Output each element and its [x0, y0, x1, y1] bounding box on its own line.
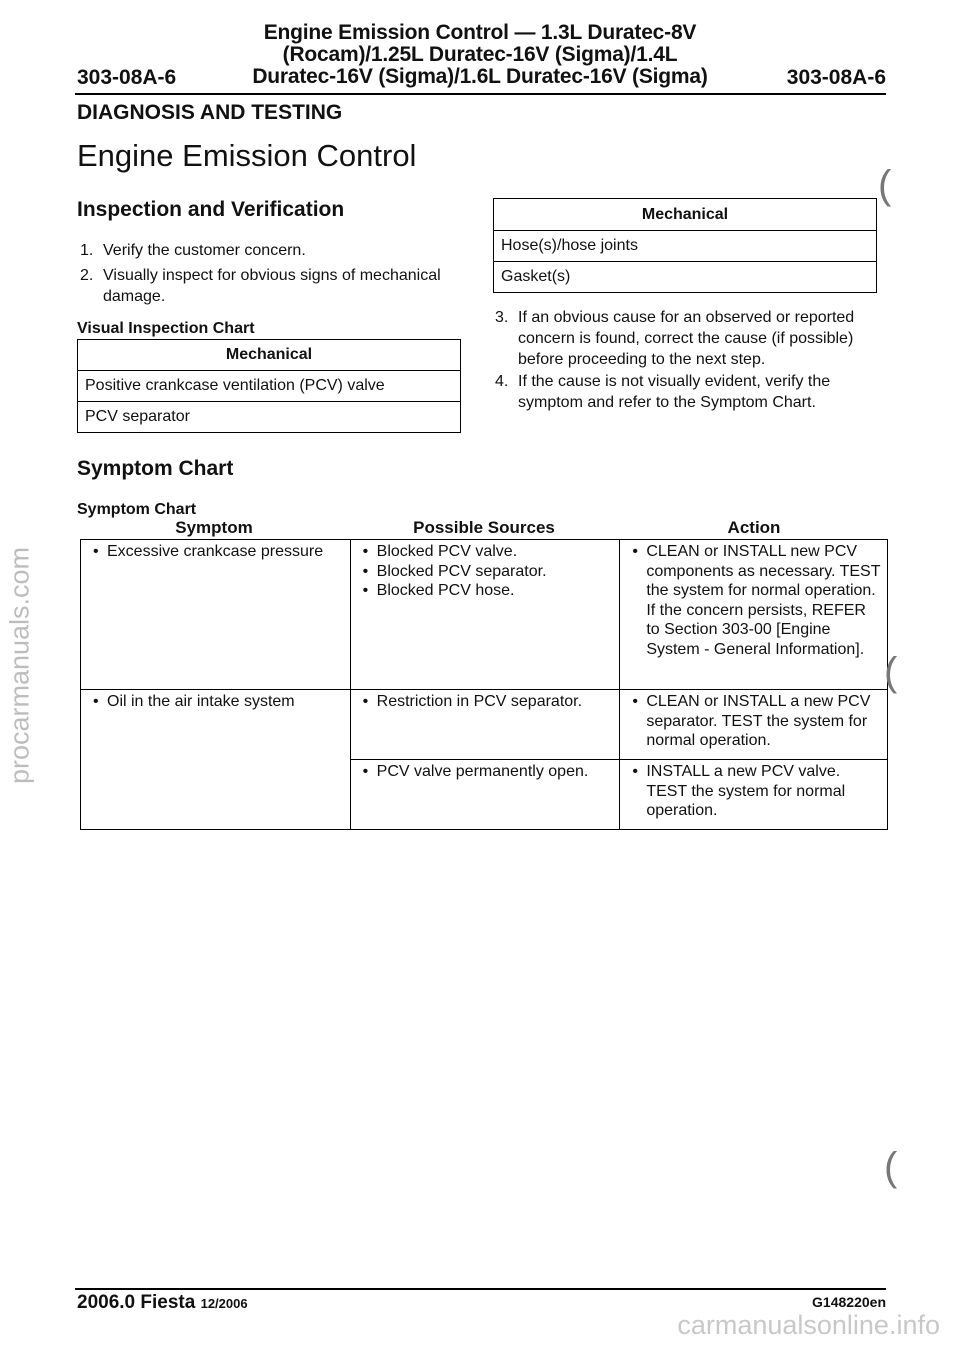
margin-bracket-mark: (: [878, 163, 892, 207]
action-text: • CLEAN or INSTALL new PCV components as necessary. TEST the system for normal operation. If the concern persists, REFER to Section 303-00 [Engine System - General Information].: [626, 542, 883, 659]
footer-model-name: 2006.0 Fiesta: [77, 1292, 196, 1313]
page-code-right: 303-08A-6: [786, 66, 886, 89]
action-cell: [620, 690, 888, 760]
header-rule: [75, 93, 886, 95]
visual-inspection-table-right: [493, 198, 877, 293]
step-3-number: 3.: [495, 309, 509, 326]
side-watermark: procarmanuals.com: [4, 546, 35, 785]
sources-cell: [350, 540, 620, 690]
header-title-line1: Engine Emission Control — 1.3L Duratec-8V: [263, 21, 697, 44]
table-row: [81, 540, 888, 690]
column-header-symptom: Symptom: [175, 518, 253, 537]
page-code-left: 303-08A-6: [77, 66, 177, 89]
step-2: [80, 265, 480, 307]
visual-table-right-row: Hose(s)/hose joints: [494, 231, 877, 262]
source-item: • Blocked PCV hose.: [357, 581, 616, 601]
sources-cell: [350, 760, 620, 830]
visual-table-left-header: Mechanical: [78, 340, 461, 371]
step-2-line1: Visually inspect for obvious signs of mechanical: [103, 267, 441, 284]
symptom-table: [80, 539, 888, 830]
margin-bracket-mark: (: [884, 650, 898, 694]
footer-code: G148220en: [812, 1294, 886, 1310]
step-3-line3: before proceeding to the next step.: [518, 351, 766, 368]
inspection-heading: Inspection and Verification: [77, 198, 345, 221]
document-header-title: [200, 22, 760, 88]
visual-inspection-table-left: [77, 339, 461, 433]
footer-date: 12/2006: [200, 1296, 248, 1311]
symptom-text: • Excessive crankcase pressure: [87, 542, 346, 562]
margin-bracket-mark: (: [884, 1145, 898, 1189]
step-1-number: 1.: [80, 242, 94, 259]
source-item: • Restriction in PCV separator.: [357, 692, 616, 712]
visual-chart-caption: Visual Inspection Chart: [77, 320, 255, 337]
footer-model: [77, 1292, 248, 1314]
table-row: [81, 760, 888, 830]
visual-table-right-row: Gasket(s): [494, 262, 877, 293]
action-cell: [620, 760, 888, 830]
sources-cell: [350, 690, 620, 760]
symptom-cell-empty: [81, 760, 351, 830]
header-title-line3: Duratec-16V (Sigma)/1.6L Duratec-16V (Sigma): [252, 65, 708, 88]
visual-table-left-row: PCV separator: [78, 402, 461, 433]
step-3-line1: If an obvious cause for an observed or reported: [518, 309, 855, 326]
visual-table-left-row: Positive crankcase ventilation (PCV) valve: [78, 371, 461, 402]
action-text: • CLEAN or INSTALL a new PCV separator. TEST the system for normal operation.: [626, 692, 883, 751]
header-title-line2: (Rocam)/1.25L Duratec-16V (Sigma)/1.4L: [282, 43, 678, 66]
source-item: • Blocked PCV valve.: [357, 542, 616, 562]
symptom-text: • Oil in the air intake system: [87, 692, 346, 712]
action-cell: [620, 540, 888, 690]
section-label: DIAGNOSIS AND TESTING: [77, 101, 343, 124]
source-item: • PCV valve permanently open.: [357, 762, 616, 782]
step-1-text: Verify the customer concern.: [103, 242, 306, 259]
action-text: • INSTALL a new PCV valve. TEST the system for normal operation.: [626, 762, 883, 821]
visual-table-right-header: Mechanical: [494, 199, 877, 231]
symptom-chart-caption: Symptom Chart: [77, 501, 197, 518]
table-row: [81, 690, 888, 760]
step-3-line2: concern is found, correct the cause (if possible): [518, 330, 854, 347]
column-header-possible-sources: Possible Sources: [413, 518, 555, 537]
step-4: [495, 371, 885, 413]
bottom-watermark: carmanualsonline.info: [677, 1310, 940, 1340]
step-4-line2: symptom and refer to the Symptom Chart.: [518, 394, 816, 411]
step-2-line2: damage.: [103, 288, 166, 305]
column-header-action: Action: [727, 518, 781, 537]
step-4-line1: If the cause is not visually evident, verify the: [518, 373, 831, 390]
source-item: • Blocked PCV separator.: [357, 562, 616, 582]
page-title: Engine Emission Control: [77, 138, 417, 173]
symptom-cell: [81, 690, 351, 760]
symptom-cell: [81, 540, 351, 690]
step-1: [80, 240, 480, 261]
footer-rule: [75, 1288, 886, 1290]
step-4-number: 4.: [495, 373, 509, 390]
step-3: [495, 307, 885, 370]
symptom-chart-heading: Symptom Chart: [77, 457, 234, 480]
step-2-number: 2.: [80, 267, 94, 284]
